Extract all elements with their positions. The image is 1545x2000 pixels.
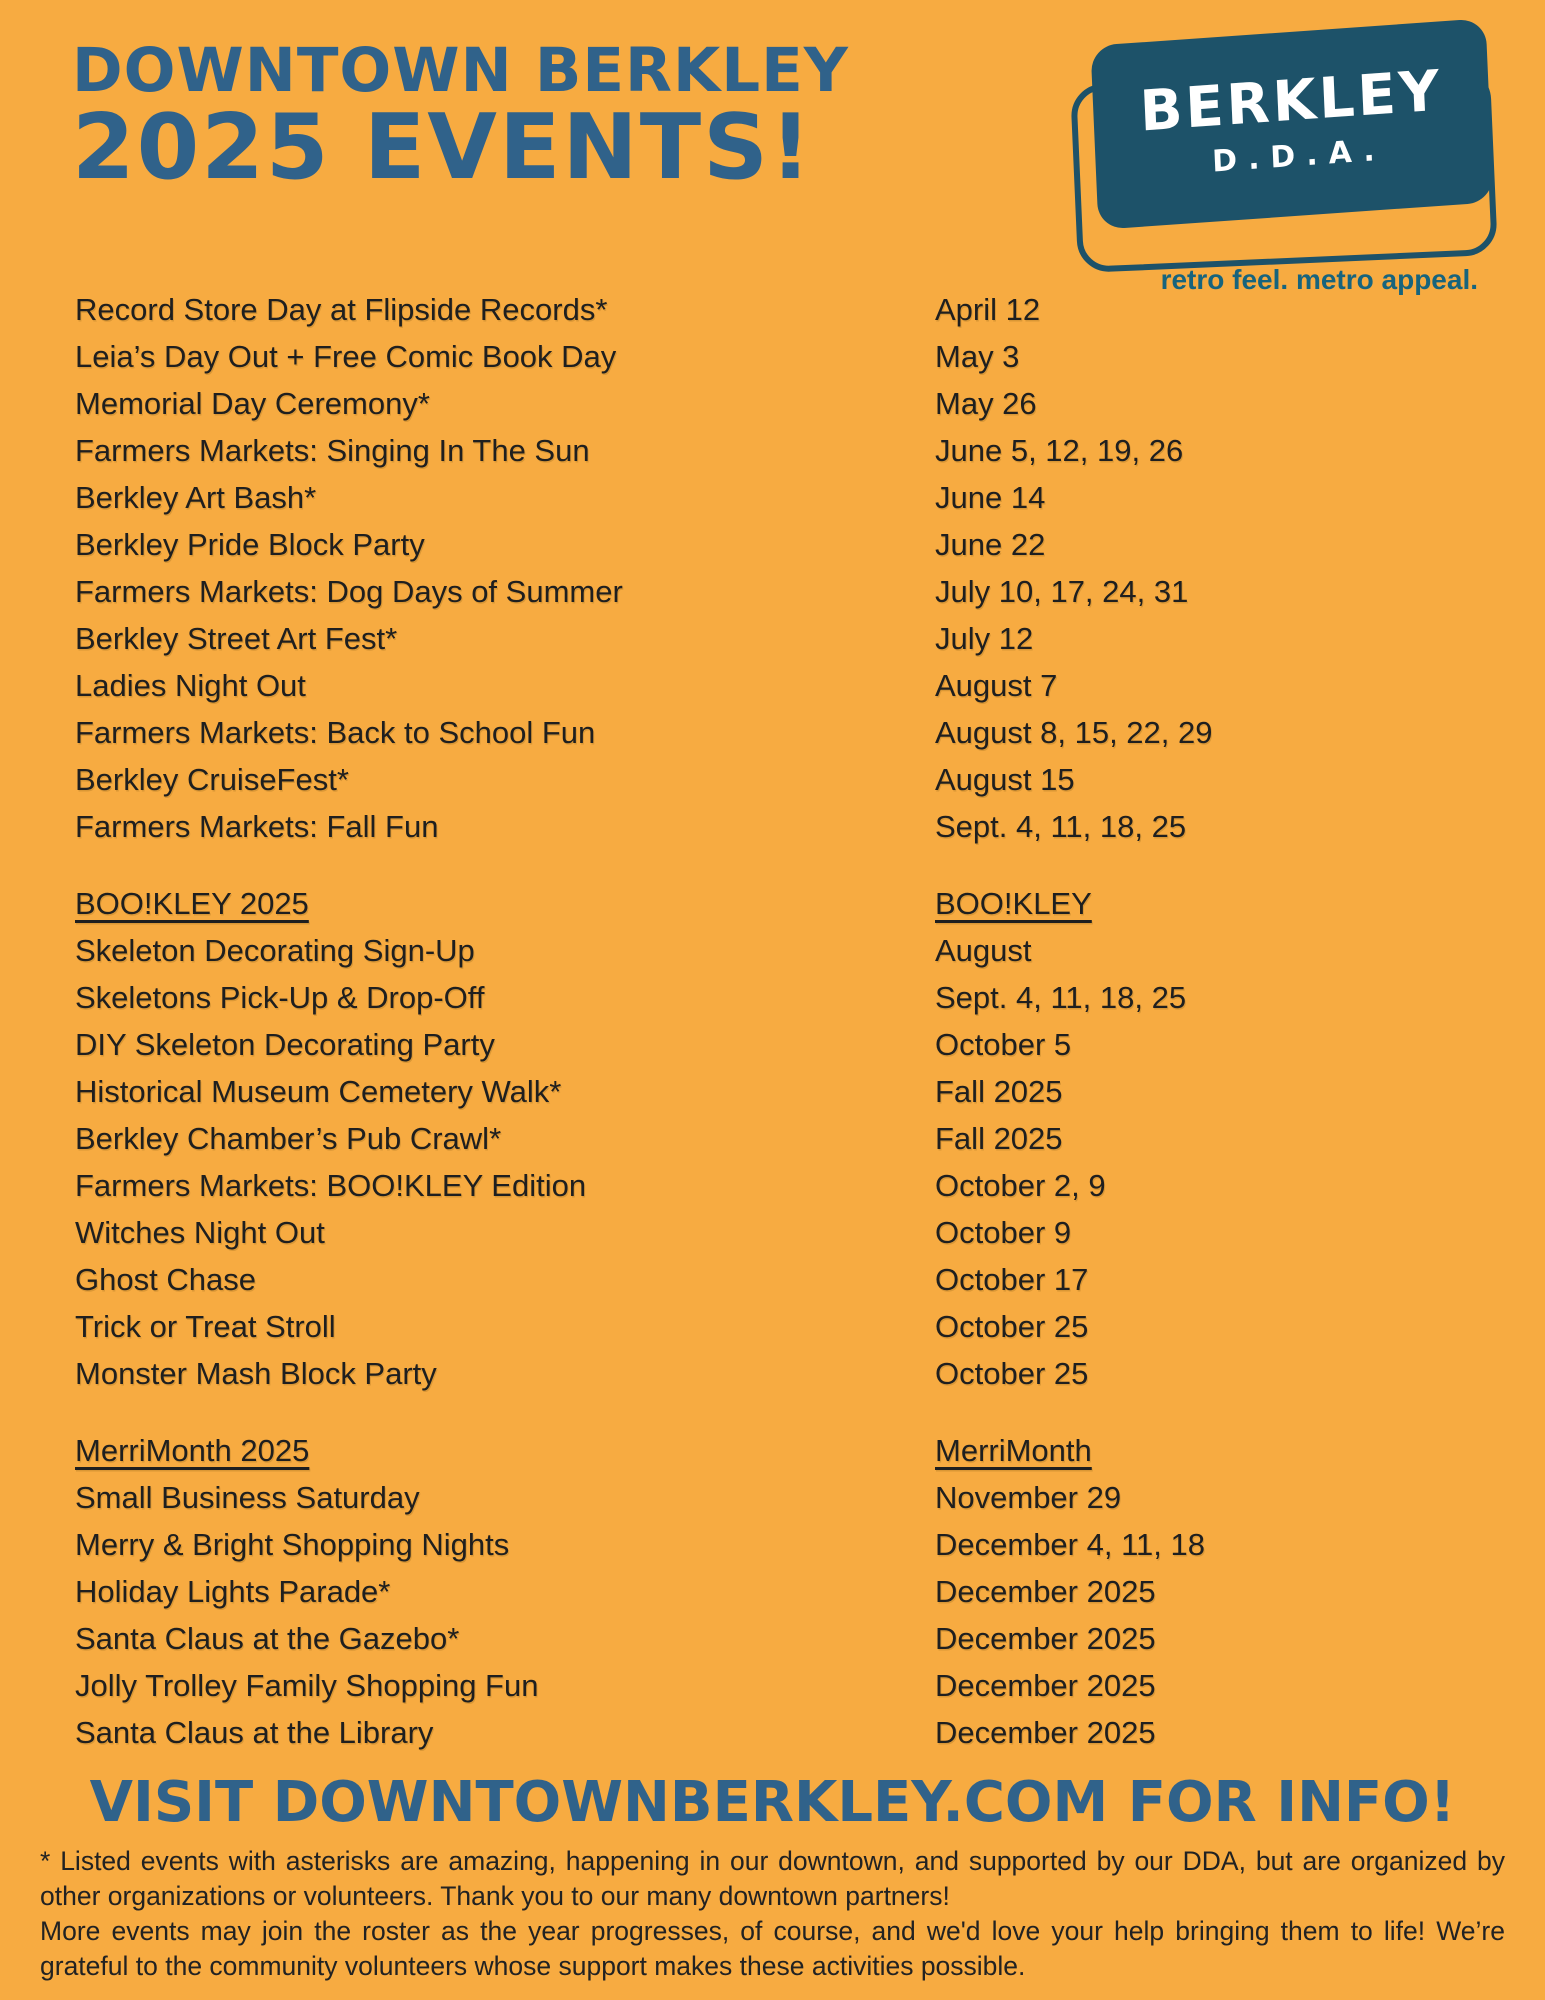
event-name: Witches Night Out (75, 1215, 325, 1250)
event-row (75, 427, 1505, 474)
fine-print (40, 1844, 1505, 1984)
event-date: June 5, 12, 19, 26 (935, 433, 1184, 468)
event-row (75, 521, 1505, 568)
fine-print-paragraph: * Listed events with asterisks are amazing, happening in our downtown, and supported by our DDA, but are organized by other organizations or volunteers. Thank you to our many downtown partners! (40, 1846, 1505, 1911)
event-row (75, 1303, 1505, 1350)
event-row (75, 1256, 1505, 1303)
berkley-dda-logo (1072, 26, 1508, 302)
section-heading-row (75, 880, 1505, 927)
event-name: Skeletons Pick-Up & Drop-Off (75, 980, 485, 1015)
event-name: Ladies Night Out (75, 668, 306, 703)
event-date: October 17 (935, 1262, 1089, 1297)
event-date: December 2025 (935, 1668, 1156, 1703)
event-schedule (75, 286, 1505, 1756)
event-name: Farmers Markets: Fall Fun (75, 809, 439, 844)
event-name: Memorial Day Ceremony* (75, 386, 430, 421)
logo-sub-text: D.D.A. (1211, 132, 1387, 180)
event-date: August 7 (935, 668, 1058, 703)
event-name: Berkley CruiseFest* (75, 762, 349, 797)
fine-print-paragraph: More events may join the roster as the year progresses, of course, and we'd love your help bringing them to life! We’re grateful to the community volunteers whose support makes these activities possible. (40, 1916, 1505, 1981)
event-row (75, 568, 1505, 615)
event-date: August 8, 15, 22, 29 (935, 715, 1213, 750)
event-date: October 25 (935, 1309, 1089, 1344)
event-name: DIY Skeleton Decorating Party (75, 1027, 495, 1062)
event-row (75, 286, 1505, 333)
event-name: Santa Claus at the Gazebo* (75, 1621, 460, 1656)
event-date: October 9 (935, 1215, 1072, 1250)
event-date: July 12 (935, 621, 1034, 656)
event-date: Fall 2025 (935, 1121, 1063, 1156)
event-row (75, 709, 1505, 756)
poster-title-line1: DOWNTOWN BERKLEY (72, 35, 849, 106)
event-date: November 29 (935, 1480, 1122, 1515)
event-row (75, 974, 1505, 1021)
event-row (75, 1021, 1505, 1068)
event-date: July 10, 17, 24, 31 (935, 574, 1189, 609)
event-name: Berkley Pride Block Party (75, 527, 425, 562)
event-date: May 26 (935, 386, 1037, 421)
logo-tagline: retro feel. metro appeal. (1160, 264, 1478, 295)
event-row (75, 1068, 1505, 1115)
event-row (75, 1474, 1505, 1521)
event-row (75, 662, 1505, 709)
event-name: Historical Museum Cemetery Walk* (75, 1074, 562, 1109)
event-row (75, 927, 1505, 974)
event-name: Ghost Chase (75, 1262, 256, 1297)
event-name: Trick or Treat Stroll (75, 1309, 336, 1344)
event-name: Farmers Markets: Back to School Fun (75, 715, 596, 750)
event-name: Berkley Street Art Fest* (75, 621, 398, 656)
poster-title (72, 35, 849, 200)
event-name: Farmers Markets: Singing In The Sun (75, 433, 590, 468)
event-date: December 2025 (935, 1715, 1156, 1750)
section-date-heading: BOO!KLEY (935, 886, 1092, 921)
event-name: Leia’s Day Out + Free Comic Book Day (75, 339, 617, 374)
event-date: Sept. 4, 11, 18, 25 (935, 809, 1187, 844)
section-heading: MerriMonth 2025 (75, 1433, 310, 1468)
event-date: October 2, 9 (935, 1168, 1106, 1203)
event-row (75, 1521, 1505, 1568)
event-row (75, 380, 1505, 427)
section-date-heading: MerriMonth (935, 1433, 1092, 1468)
event-date: June 14 (935, 480, 1046, 515)
event-date: December 2025 (935, 1574, 1156, 1609)
section-heading-row (75, 1427, 1505, 1474)
event-date: December 2025 (935, 1621, 1156, 1656)
event-row (75, 1209, 1505, 1256)
event-row (75, 1568, 1505, 1615)
event-date: December 4, 11, 18 (935, 1527, 1205, 1562)
event-date: April 12 (935, 292, 1041, 327)
event-row (75, 1615, 1505, 1662)
event-row (75, 1709, 1505, 1756)
event-name: Merry & Bright Shopping Nights (75, 1527, 510, 1562)
event-row (75, 1350, 1505, 1397)
event-date: Fall 2025 (935, 1074, 1063, 1109)
event-name: Berkley Art Bash* (75, 480, 317, 515)
event-name: Small Business Saturday (75, 1480, 420, 1515)
event-name: Berkley Chamber’s Pub Crawl* (75, 1121, 502, 1156)
event-date: May 3 (935, 339, 1020, 374)
event-name: Monster Mash Block Party (75, 1356, 437, 1391)
poster-title-line2: 2025 EVENTS! (72, 95, 814, 200)
event-date: June 22 (935, 527, 1046, 562)
website-cta: VISIT DOWNTOWNBERKLEY.COM FOR INFO! (89, 1770, 1456, 1835)
event-date: August 15 (935, 762, 1075, 797)
event-date: October 5 (935, 1027, 1072, 1062)
event-name: Holiday Lights Parade* (75, 1574, 391, 1609)
event-date: August (935, 933, 1032, 968)
event-date: Sept. 4, 11, 18, 25 (935, 980, 1187, 1015)
event-name: Farmers Markets: BOO!KLEY Edition (75, 1168, 587, 1203)
section-heading: BOO!KLEY 2025 (75, 886, 309, 921)
event-row (75, 1662, 1505, 1709)
logo-badge (1090, 18, 1493, 230)
event-date: October 25 (935, 1356, 1089, 1391)
logo-brand-text: BERKLEY (1138, 58, 1444, 145)
event-row (75, 1162, 1505, 1209)
event-name: Santa Claus at the Library (75, 1715, 434, 1750)
event-name: Jolly Trolley Family Shopping Fun (75, 1668, 539, 1703)
event-row (75, 333, 1505, 380)
event-row (75, 803, 1505, 850)
event-row (75, 615, 1505, 662)
event-name: Skeleton Decorating Sign-Up (75, 933, 475, 968)
event-name: Record Store Day at Flipside Records* (75, 292, 608, 327)
event-name: Farmers Markets: Dog Days of Summer (75, 574, 623, 609)
event-row (75, 474, 1505, 521)
event-row (75, 1115, 1505, 1162)
event-row (75, 756, 1505, 803)
